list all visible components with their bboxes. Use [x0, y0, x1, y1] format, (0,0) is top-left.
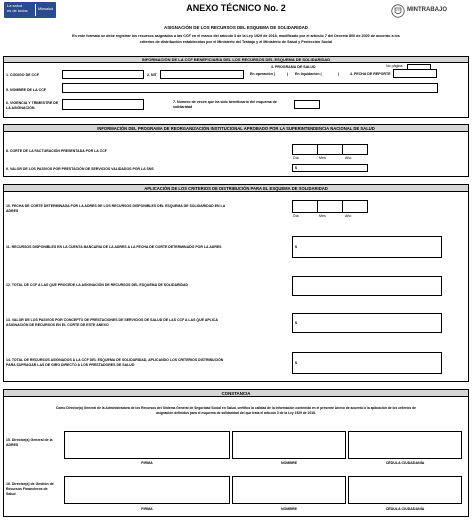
label-valor-pasivos-ccf-2: ASIGNACIÓN DE RECURSOS EN EL CORTE DE ESTE ANEXO: [6, 323, 109, 327]
cedula-label-1: CÉDULA CIUDADANÍA: [385, 461, 425, 465]
total-recursos-currency: $: [295, 361, 297, 365]
label-total-recursos-1: 14. TOTAL DE RECURSOS ASIGNADOS A LA CCF DEL ESQUEMA DE SOLIDARIDAD, APLICANDO LOS CRITERIOS DISTRIBUCIÓN: [6, 358, 224, 362]
label-director-adres-1: 15. Director(a) General de la: [6, 438, 53, 442]
director-gestion-firma[interactable]: [64, 476, 230, 504]
constancia-text-1: Como Director(a) General de la Administradora de los Recursos del Sistema General de Seguridad Social en Salud, certifico la calidad de la información contenida en el presente Anexo de acuerdo a la aplicación de los criterios de: [56, 406, 416, 410]
fecha-corte-ano: Año: [345, 214, 352, 218]
label-director-gestion-3: Salud: [6, 492, 16, 496]
nit-field[interactable]: [160, 70, 244, 79]
recursos-disponibles-currency: $: [295, 245, 297, 249]
vigencia-field[interactable]: [62, 99, 144, 110]
label-en-operacion: En operación (: [250, 72, 275, 76]
label-director-adres-2: ADRES: [6, 443, 19, 447]
en-operacion-close: ): [287, 72, 289, 76]
label-fecha-corte-2: ADRES: [6, 209, 19, 213]
page-title: ANEXO TÉCNICO No. 2: [186, 3, 286, 13]
nombre-label-1: NOMBRE: [281, 461, 297, 465]
label-valor-pasivos: 9. VALOR DE LOS PASIVOS POR PRESTACIÓN DE SERVICIOS VALIDADOS POR LA SNS: [6, 167, 154, 171]
en-liquidacion-close: ): [338, 72, 340, 76]
corte-mes-label: Mes: [319, 156, 326, 160]
label-veces-beneficiario-1: 7. Número de veces que ha sido beneficiario del esquema de: [173, 100, 277, 104]
director-adres-nombre[interactable]: [232, 431, 346, 459]
fecha-corte-mes: Mes: [319, 214, 326, 218]
valor-pasivos-currency: $: [295, 166, 297, 170]
label-fecha-corte-1: 10. FECHA DE CORTE DETERMINADA POR LA ADRES DE LOS RECURSOS DISPONIBLES DEL ESQUEMA DE SOLIDARIDAD EN LA: [6, 204, 226, 208]
codigo-ccf-field[interactable]: [62, 70, 144, 79]
total-recursos-field[interactable]: [292, 352, 442, 374]
section1-title: INFORMACIÓN DE LA CCF BENEFICIARIA DEL LOS RECURSOS DEL ESQUEMA DE SOLIDARIDAD: [3, 56, 469, 63]
nombre-label-2: NOMBRE: [281, 507, 297, 511]
mintrabajo-logo: MINTRABAJO: [407, 7, 447, 13]
label-vigencia-2: LA ASIGNACIÓN: [6, 106, 35, 110]
constancia-title: CONSTANCIA: [3, 389, 469, 397]
label-valor-pasivos-ccf-1: 13. VALOR DE LOS PASIVOS POR CONCEPTO DE PRESTACIONES DE SERVICIOS DE SALUD DE LAS CCF A LAS QUE APLICA: [6, 318, 218, 322]
corte-dia-label: Día: [293, 156, 299, 160]
section2-title: INFORMACIÓN DEL PROGRAMA DE REORGANIZACIÓN INSTITUCIONAL APROBADO POR LA SUPERINTENDENCIA NACIONAL DE SALUD: [3, 124, 469, 132]
label-codigo-ccf: 1. CODIGO DE CCF: [6, 73, 39, 77]
intro-line-1: En este formato se debe registrar los recursos asignados a las CCF en el marco del artículo 3 de la Ley 1929 de 2018, modificado por el artículo 7 del Decreto 800 de 2020 de acuerdo a los: [72, 34, 400, 38]
no-pagina-label: No página: [386, 64, 403, 68]
veces-beneficiario-field[interactable]: [294, 100, 320, 109]
director-gestion-nombre[interactable]: [232, 476, 346, 504]
label-director-gestion-1: 16. Director(a) de Gestión de: [6, 482, 54, 486]
section3-title: APLICACIÓN DE LOS CRITERIOS DE DISTRIBUCIÓN PARA EL ESQUEMA DE SOLIDARIDAD: [3, 184, 469, 192]
firma-label-1: FIRMA: [141, 461, 153, 465]
form-subtitle: ASIGNACIÓN DE LOS RECURSOS DEL ESQUEMA DE SOLIDARIDAD: [164, 25, 308, 30]
total-ccf-field[interactable]: [292, 276, 442, 296]
director-adres-firma[interactable]: [64, 431, 230, 459]
label-director-gestion-2: Recursos Financieros de: [6, 487, 48, 491]
valor-pasivos-field[interactable]: [292, 164, 368, 172]
label-en-liquidacion: En liquidación (: [295, 72, 322, 76]
director-gestion-cedula[interactable]: [348, 476, 462, 504]
gov-logo-line1: La salud: [7, 3, 23, 8]
intro-line-2: criterios de distribución establecidos por el Ministerio del Trabajo y el Ministerio de Salud y Protección Social: [139, 40, 333, 44]
gov-logo-line2: es de todos: [7, 8, 28, 13]
gov-logo-ministry: Minsalud: [38, 7, 54, 11]
coat-of-arms-icon: [391, 4, 405, 18]
nombre-ccf-field[interactable]: [62, 83, 438, 93]
label-total-recursos-2: PARA SUFRAGAR LAS DE GIRO DIRECTO A LOS PRESTADORES DE SALUD: [6, 363, 135, 367]
label-programa-salud: 3. PROGRAMA DE SALUD: [271, 65, 316, 69]
fecha-corte-dia: Día: [293, 214, 299, 218]
label-recursos-disponibles: 11. RECURSOS DISPONIBLES EN LA CUENTA BANCARIA DE LA ADRES A LA FECHA DE CORTE DETERMINADO POR LA ADRES: [6, 245, 222, 249]
firma-label-2: FIRMA: [141, 507, 153, 511]
label-nombre-ccf: 5. NOMBRE DE LA CCF: [6, 88, 46, 92]
corte-ano-label: Año: [345, 156, 352, 160]
fecha-corte-field[interactable]: [292, 200, 368, 213]
fecha-reporte-field[interactable]: [393, 69, 437, 78]
cedula-label-2: CÉDULA CIUDADANÍA: [385, 507, 425, 511]
label-corte-facturacion: 8. CORTE DE LA FACTURACIÓN PRESENTADA POR LA CCF: [6, 149, 107, 153]
label-total-ccf: 12. TOTAL DE CCF A LAS QUE PROCEDE LA ASIGNACIÓN DE RECURSOS DEL ESQUEMA DE SOLIDARIDAD: [6, 283, 189, 287]
label-vigencia-1: 6. VIGENCIA Y TRIMESTRE DE: [6, 101, 59, 105]
label-veces-beneficiario-2: solidaridad: [173, 105, 193, 109]
constancia-text-2: asignación definidos para el esquema de solidaridad del que trata el artículo 3 de la Ley 1929 de 2018.: [156, 411, 316, 415]
director-adres-cedula[interactable]: [348, 431, 462, 459]
recursos-disponibles-field[interactable]: [292, 236, 442, 258]
corte-facturacion-field[interactable]: [292, 144, 368, 155]
label-nit: 2. NIT: [147, 73, 157, 77]
valor-pasivos-ccf-field[interactable]: [292, 313, 442, 333]
valor-pasivos-ccf-currency: $: [295, 321, 297, 325]
label-fecha-reporte: 4. FECHA DE REPORTE: [350, 72, 391, 76]
